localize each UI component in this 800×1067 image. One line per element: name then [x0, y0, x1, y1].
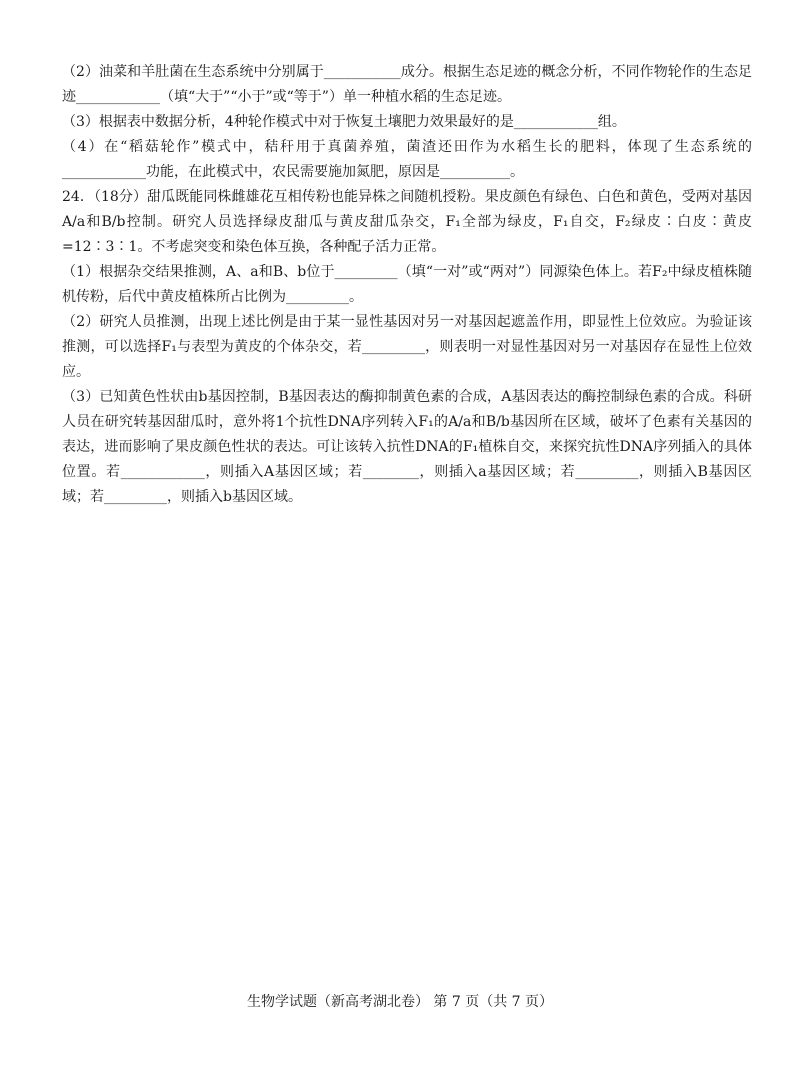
- question-23-part-3: （3）根据表中数据分析，4种轮作模式中对于恢复土壤肥力效果最好的是____________组。: [62, 114, 626, 130]
- question-23-part-4: （4）在“稻菇轮作”模式中，秸秆用于真菌养殖，菌渣还田作为水稻生长的肥料，体现了生态系统的____________功能，在此模式中，农民需要施加氮肥，原因是__________。: [62, 139, 752, 180]
- question-24-part-1: （1）根据杂交结果推测，A、a和B、b位于_________（填“一对”或“两对”）同源染色体上。若F₂中绿皮植株随机传粉，后代中黄皮植株所占比例为_________。: [62, 264, 752, 305]
- question-24-part-2: （2）研究人员推测，出现上述比例是由于某一显性基因对另一对基因起遮盖作用，即显性上位效应。为验证该推测，可以选择F₁与表型为黄皮的个体杂交，若_________，则表明一对显性基因对另一对基因存在显性上位效应。: [62, 314, 752, 380]
- question-24-part-3: （3）已知黄色性状由b基因控制，B基因表达的酶抑制黄色素的合成，A基因表达的酶控制绿色素的合成。科研人员在研究转基因甜瓜时，意外将1个抗性DNA序列转入F₁的A/a和B/b基因所在区域，破坏了色素有关基因的表达，进而影响了果皮颜色性状的表达。可让该转入抗性DNA的F₁植株自交，来探究抗性DNA序列插入的具体位置。若____________，则插入A基因区域；若________，则插入a基因区域；若_________，则插入B基因区域；若_________，则插入b基因区域。: [62, 389, 752, 505]
- page-footer: 生物学试题（新高考湖北卷） 第 7 页（共 7 页）: [246, 994, 554, 1010]
- question-23-part-2: （2）油菜和羊肚菌在生态系统中分别属于___________成分。根据生态足迹的概念分析，不同作物轮作的生态足迹____________（填“大于”“小于”或“等于”）单一种植水稻的生态足迹。: [62, 64, 752, 105]
- question-24-stem: 24．（18分）甜瓜既能同株雌雄花互相传粉也能异株之间随机授粉。果皮颜色有绿色、白色和黄色，受两对基因A/a和B/b控制。研究人员选择绿皮甜瓜与黄皮甜瓜杂交，F₁全部为绿皮，F₁自交，F₂绿皮∶白皮∶黄皮=12∶3∶1。不考虑突变和染色体互换，各种配子活力正常。: [62, 189, 752, 255]
- page-body: [62, 60, 752, 510]
